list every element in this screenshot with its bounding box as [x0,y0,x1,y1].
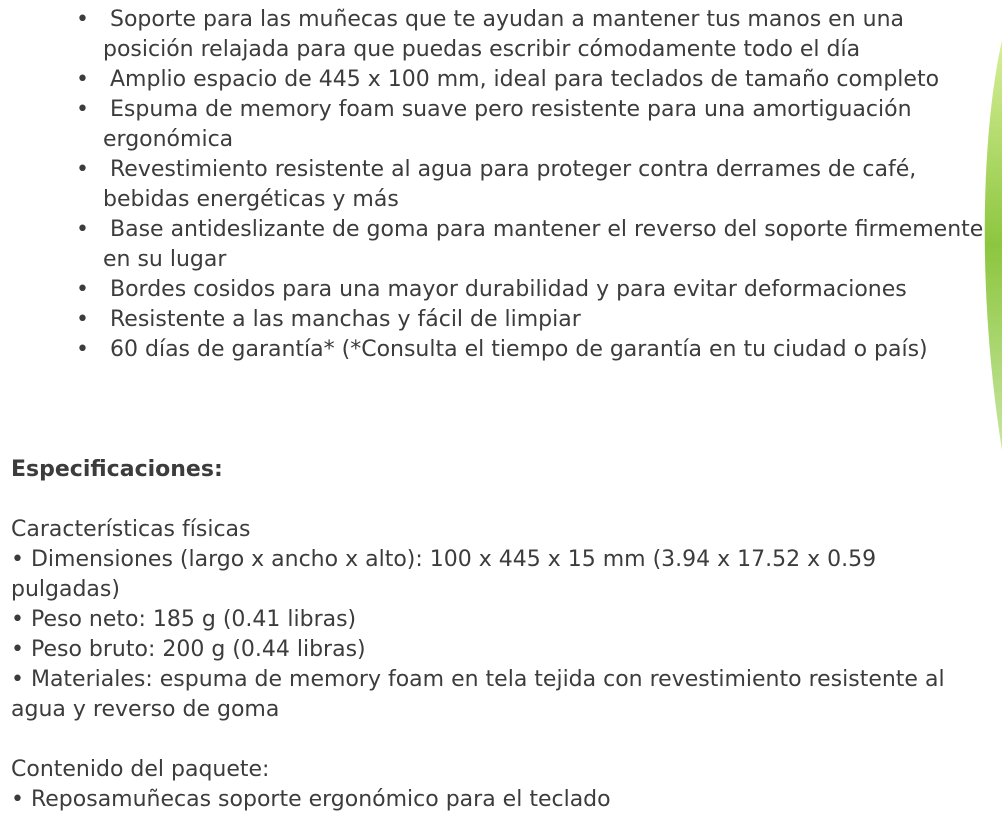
specifications-section [11,455,991,815]
list-item [0,335,1000,365]
feature-text: Soporte para las muñecas que te ayudan a mantener tus manos en una posición relajada para que puedas escribir cómodamente todo el día [103,7,905,62]
bullet-icon: • [76,277,89,302]
physical-characteristics-title: Características físicas [11,517,251,542]
spec-line-net-weight: • Peso neto: 185 g (0.41 libras) [11,607,357,632]
specifications-heading: Especificaciones: [11,457,223,482]
bullet-icon: • [76,97,89,122]
spec-line-materials: • Materiales: espuma de memory foam en tela tejida con revestimiento resistente al agua y reverso de goma [11,667,945,722]
package-contents-title: Contenido del paquete: [11,757,270,782]
bullet-icon: • [76,307,89,332]
list-item [0,65,1000,95]
bullet-icon: • [76,157,89,182]
spec-line-dimensions: • Dimensiones (largo x ancho x alto): 100 x 445 x 15 mm (3.94 x 17.52 x 0.59 pulgadas) [11,547,877,602]
feature-text: Base antideslizante de goma para mantener el reverso del soporte firmemente en su lugar [103,217,984,272]
feature-list [0,5,1000,365]
feature-text: Amplio espacio de 445 x 100 mm, ideal para teclados de tamaño completo [110,67,940,92]
list-item [0,155,1000,215]
list-item [0,215,1000,275]
bullet-icon: • [76,67,89,92]
feature-text: Resistente a las manchas y fácil de limpiar [110,307,581,332]
bullet-icon: • [76,337,89,362]
feature-text: Espuma de memory foam suave pero resistente para una amortiguación ergonómica [103,97,912,152]
bullet-icon: • [76,217,89,242]
list-item [0,275,1000,305]
list-item [0,95,1000,155]
list-item [0,5,1000,65]
feature-text: Revestimiento resistente al agua para proteger contra derrames de café, bebidas energéticas y más [103,157,917,212]
feature-text: 60 días de garantía* (*Consulta el tiempo de garantía en tu ciudad o país) [110,337,928,362]
list-item [0,305,1000,335]
package-item: • Reposamuñecas soporte ergonómico para el teclado [11,787,611,812]
feature-text: Bordes cosidos para una mayor durabilidad y para evitar deformaciones [110,277,907,302]
spec-line-gross-weight: • Peso bruto: 200 g (0.44 libras) [11,637,366,662]
bullet-icon: • [76,7,89,32]
